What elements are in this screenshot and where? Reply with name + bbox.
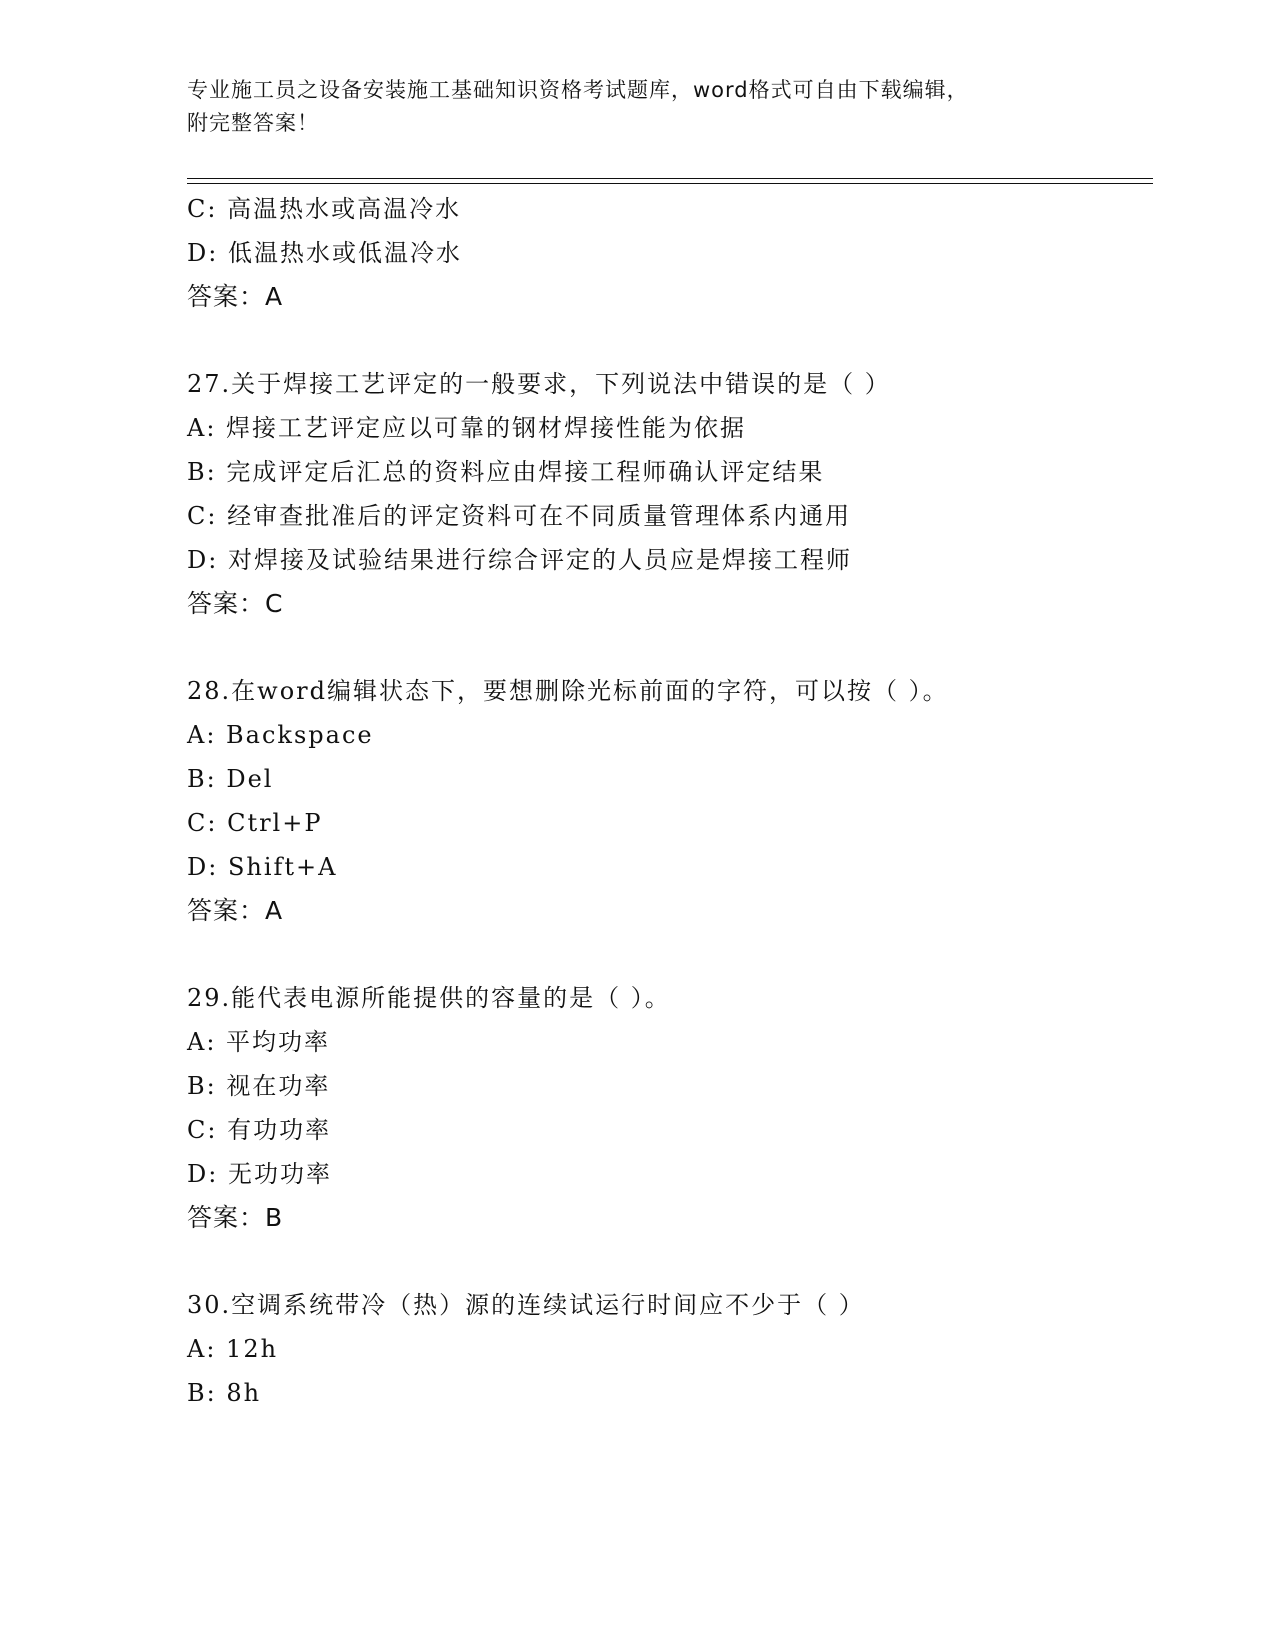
question-28-option-a: A: Backspace — [187, 721, 374, 749]
header-divider-bottom — [187, 183, 1153, 184]
question-29-option-b: B: 视在功率 — [187, 1072, 331, 1100]
question-27-option-d: D: 对焊接及试验结果进行综合评定的人员应是焊接工程师 — [187, 546, 852, 574]
question-27-option-c: C: 经审查批准后的评定资料可在不同质量管理体系内通用 — [187, 502, 852, 530]
answer: 答案：A — [187, 282, 284, 311]
header-line-2: 附完整答案！ — [187, 111, 319, 135]
question-29-stem: 29.能代表电源所能提供的容量的是（ ）。 — [187, 984, 671, 1012]
question-30-option-b: B: 8h — [187, 1379, 262, 1407]
question-30-option-a: A: 12h — [187, 1335, 279, 1363]
header-divider-top — [187, 178, 1153, 179]
question-27-stem: 27.关于焊接工艺评定的一般要求，下列说法中错误的是（ ） — [187, 370, 891, 398]
question-28-option-c: C: Ctrl+P — [187, 809, 323, 837]
option-d: D: 低温热水或低温冷水 — [187, 239, 462, 267]
question-29-option-d: D: 无功功率 — [187, 1160, 332, 1188]
question-28-option-d: D: Shift+A — [187, 853, 338, 881]
document-header — [187, 74, 1087, 140]
option-c: C: 高温热水或高温冷水 — [187, 195, 462, 223]
question-27-option-b: B: 完成评定后汇总的资料应由焊接工程师确认评定结果 — [187, 458, 825, 486]
question-28-option-b: B: Del — [187, 765, 274, 793]
header-line-1: 专业施工员之设备安装施工基础知识资格考试题库，word格式可自由下载编辑， — [187, 78, 969, 102]
question-27-answer: 答案：C — [187, 589, 284, 618]
question-28-stem: 28.在word编辑状态下，要想删除光标前面的字符，可以按（ ）。 — [187, 677, 949, 705]
question-28-answer: 答案：A — [187, 896, 284, 925]
question-29-option-c: C: 有功功率 — [187, 1116, 332, 1144]
question-29-answer: 答案：B — [187, 1203, 284, 1232]
question-29-option-a: A: 平均功率 — [187, 1028, 331, 1056]
question-27-option-a: A: 焊接工艺评定应以可靠的钢材焊接性能为依据 — [187, 414, 747, 442]
question-30-stem: 30.空调系统带冷（热）源的连续试运行时间应不少于（ ） — [187, 1291, 865, 1319]
